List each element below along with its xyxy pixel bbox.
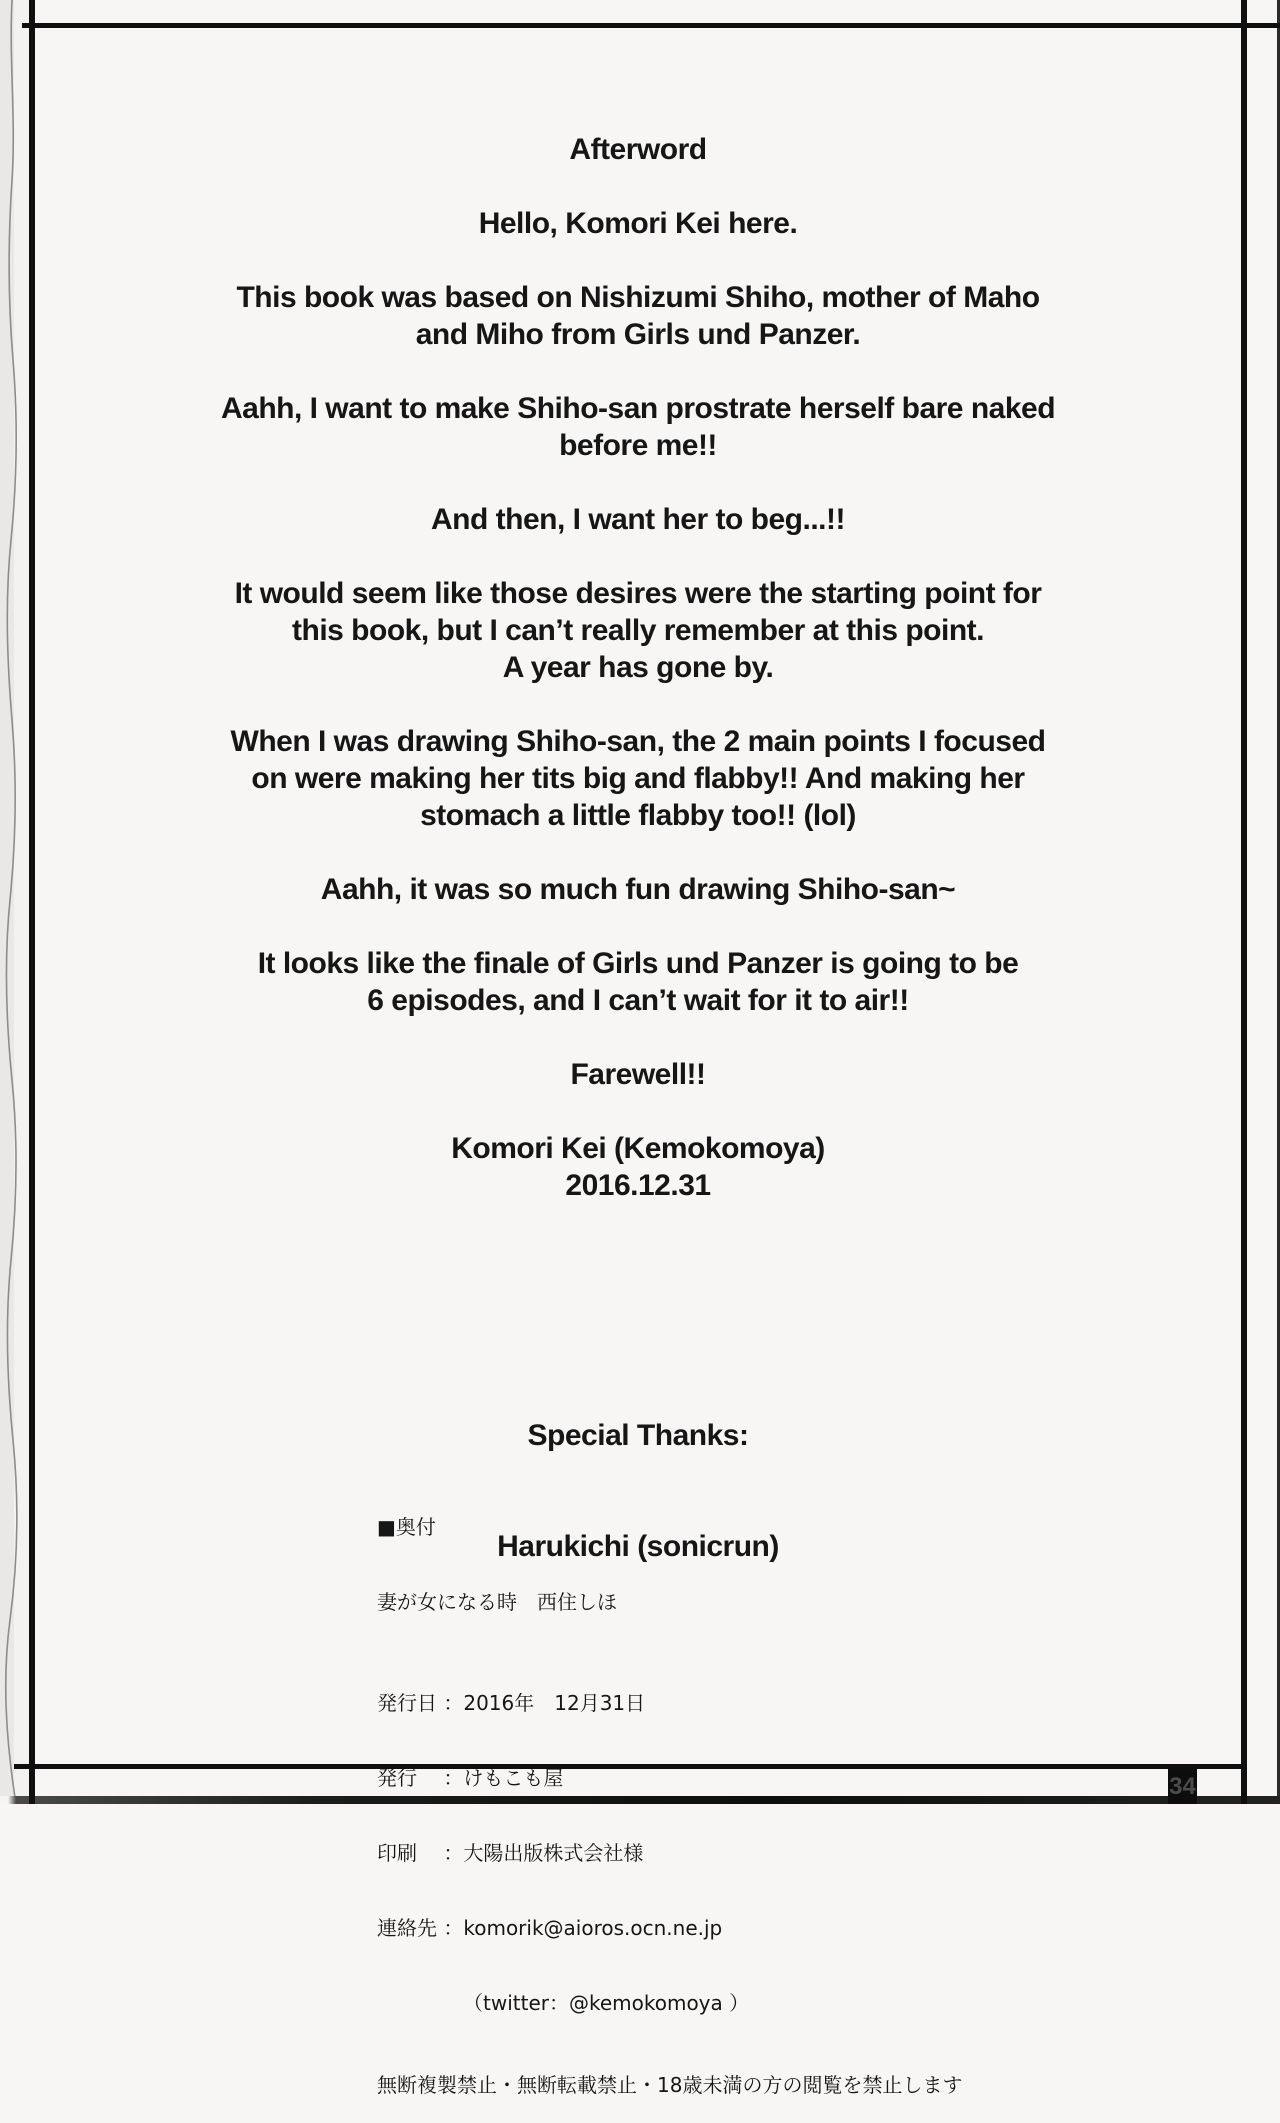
afterword-line: this book, but I can’t really remember at this point. bbox=[292, 614, 984, 647]
afterword-line: stomach a little flabby too!! (lol) bbox=[420, 799, 856, 832]
afterword-line: It would seem like those desires were the starting point for bbox=[234, 577, 1042, 610]
afterword-line: before me!! bbox=[559, 429, 717, 462]
afterword-paragraph bbox=[70, 1130, 1206, 1204]
special-thanks-label: Special Thanks: bbox=[527, 1419, 749, 1452]
colophon-publish-date: 発行日 ：2016年 12月31日 bbox=[377, 1691, 646, 1715]
afterword-line: Aahh, I want to make Shiho-san prostrate herself bare naked bbox=[220, 392, 1056, 425]
afterword-paragraph bbox=[70, 723, 1206, 834]
afterword-line: on were making her tits big and flabby!! And making her bbox=[251, 762, 1025, 795]
special-thanks-name: Harukichi (sonicrun) bbox=[497, 1530, 779, 1563]
colophon-printer: 印刷 ：大陽出版株式会社様 bbox=[377, 1841, 644, 1865]
afterword-line: Komori Kei (Kemokomoya) bbox=[451, 1132, 825, 1165]
afterword-line: It looks like the finale of Girls und Panzer is going to be bbox=[257, 947, 1019, 980]
page-edge-squiggle bbox=[0, 0, 28, 1804]
afterword-paragraph bbox=[70, 390, 1206, 464]
colophon-header: ■奥付 bbox=[377, 1515, 436, 1539]
page-frame-right-line bbox=[1241, 0, 1247, 1804]
afterword-line: Aahh, it was so much fun drawing Shiho-san~ bbox=[320, 873, 956, 906]
page-frame-left-line bbox=[29, 0, 35, 1804]
colophon-contact: 連絡先 ：komorik@aioros.ocn.ne.jp bbox=[377, 1916, 723, 1940]
afterword-line: A year has gone by. bbox=[502, 651, 774, 684]
colophon-twitter: （twitter：@kemokomoya ） bbox=[463, 1991, 750, 2015]
afterword-paragraph bbox=[70, 279, 1206, 353]
afterword-line: 6 episodes, and I can’t wait for it to air!! bbox=[367, 984, 909, 1017]
afterword-line: And then, I want her to beg...!! bbox=[431, 503, 845, 536]
afterword-line: This book was based on Nishizumi Shiho, mother of Maho bbox=[236, 281, 1040, 314]
afterword-line: When I was drawing Shiho-san, the 2 main points I focused bbox=[230, 725, 1046, 758]
afterword-paragraph bbox=[70, 205, 1206, 242]
afterword-paragraph bbox=[70, 1056, 1206, 1093]
page-number: 34 bbox=[1169, 1772, 1196, 1800]
afterword-paragraph bbox=[70, 501, 1206, 538]
afterword-line: Hello, Komori Kei here. bbox=[478, 207, 798, 240]
colophon-book-title: 妻が女になる時 西住しほ bbox=[377, 1590, 617, 1614]
afterword-paragraph bbox=[70, 871, 1206, 908]
afterword-paragraph bbox=[70, 575, 1206, 686]
colophon-publisher: 発行 ：けもこも屋 bbox=[377, 1766, 564, 1790]
colophon-notice: 無断複製禁止・無断転載禁止・18歳未満の方の閲覧を禁止します bbox=[377, 2073, 963, 2097]
afterword-line: and Miho from Girls und Panzer. bbox=[415, 318, 861, 351]
colophon bbox=[377, 1465, 962, 2123]
afterword-title: Afterword bbox=[569, 133, 707, 166]
afterword-line: Farewell!! bbox=[570, 1058, 706, 1091]
afterword-paragraph bbox=[70, 945, 1206, 1019]
afterword-line: 2016.12.31 bbox=[565, 1169, 711, 1202]
